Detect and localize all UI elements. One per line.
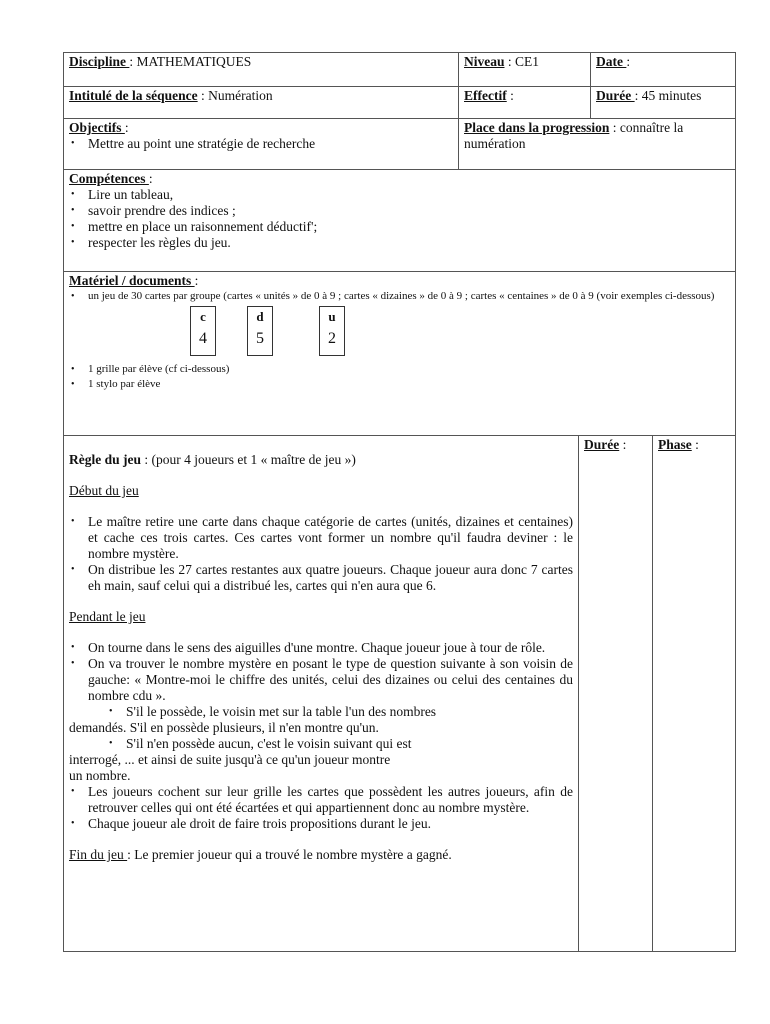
row-regle — [64, 436, 735, 951]
competences-cell — [64, 170, 735, 271]
pendant-list-2 — [69, 784, 573, 832]
duree-value: : 45 minutes — [634, 88, 702, 103]
sub-item-2-end: un nombre. — [69, 768, 131, 783]
duree-col-colon: : — [619, 437, 627, 452]
competence-item: • mettre en place un raisonnement déductif'; — [69, 219, 730, 235]
card-dizaines — [247, 306, 273, 356]
sequence-label: Intitulé de la séquence — [69, 88, 198, 103]
card-unites — [319, 306, 345, 356]
row-sequence — [64, 87, 735, 119]
objectifs-label: Objectifs — [69, 120, 125, 135]
row-objectifs — [64, 119, 735, 170]
lesson-plan-table — [63, 52, 736, 952]
materiel-colon: : — [194, 273, 199, 288]
pendant-item: • On va trouver le nombre mystère en posant le type de question suivante à son voisin de gauche: « Montre-moi le chiffre des unités, celui des dizaines ou celui des centaines du nombre cdu ». — [69, 656, 573, 704]
date-value: : — [626, 54, 631, 69]
discipline-label: Discipline — [69, 54, 130, 69]
niveau-value: : CE1 — [504, 54, 540, 69]
materiel-item-cards: • un jeu de 30 cartes par groupe (cartes « unités » de 0 à 9 ; cartes « dizaines » de 0 à 9 ; cartes « centaines » de 0 à 9 (voir exemples ci-dessous) — [69, 289, 730, 304]
duree-label: Durée — [596, 88, 635, 103]
materiel-list-2 — [69, 362, 730, 392]
sequence-cell — [64, 87, 458, 118]
materiel-label: Matériel / documents — [69, 273, 195, 288]
date-label: Date — [596, 54, 627, 69]
objectifs-list — [69, 136, 453, 152]
fin-label: Fin du jeu — [69, 847, 128, 862]
date-cell — [590, 53, 735, 86]
pendant-item: • Les joueurs cochent sur leur grille les cartes que possèdent les autres joueurs, afin de retrouver celles qui ont été écartées et qui appartiennent donc au nombre mystère. — [69, 784, 573, 816]
niveau-label: Niveau — [464, 54, 505, 69]
debut-heading: Début du jeu — [69, 483, 139, 498]
card-number: 2 — [328, 330, 336, 347]
competence-item: • Lire un tableau, — [69, 187, 730, 203]
fin-text: : Le premier joueur qui a trouvé le nombre mystère a gagné. — [127, 847, 452, 862]
competences-colon: : — [148, 171, 153, 186]
card-number: 4 — [199, 330, 207, 347]
effectif-cell — [458, 87, 590, 118]
materiel-list — [69, 289, 730, 304]
row-competences — [64, 170, 735, 272]
progression-cell — [458, 119, 735, 169]
pendant-list — [69, 640, 573, 704]
debut-item: • On distribue les 27 cartes restantes aux quatre joueurs. Chaque joueur aura donc 7 cartes eh main, sauf celui qui a distribué les, cartes qui n'en aura que 6. — [69, 562, 573, 594]
pendant-item: • Chaque joueur ale droit de faire trois propositions durant le jeu. — [69, 816, 573, 832]
sub-item-1: • S'il le possède, le voisin met sur la table l'un des nombres — [109, 704, 437, 719]
competence-item: • respecter les règles du jeu. — [69, 235, 730, 251]
effectif-value: : — [506, 88, 514, 103]
card-letter: c — [200, 309, 206, 324]
competence-item: • savoir prendre des indices ; — [69, 203, 730, 219]
example-cards — [69, 304, 730, 362]
card-centaines — [190, 306, 216, 356]
debut-list — [69, 514, 573, 594]
duree-col-label: Durée — [584, 437, 620, 452]
competences-list — [69, 187, 730, 251]
objectif-item: • Mettre au point une stratégie de recherche — [69, 136, 453, 152]
progression-label: Place dans la progression — [464, 120, 610, 135]
competences-label: Compétences — [69, 171, 149, 186]
regle-cell — [64, 436, 578, 951]
fin-du-jeu — [69, 847, 573, 863]
niveau-cell — [458, 53, 590, 86]
sequence-value: : Numération — [197, 88, 273, 103]
phase-col-label: Phase — [658, 437, 692, 452]
pendant-item: • On tourne dans le sens des aiguilles d'une montre. Chaque joueur joue à tour de rôle. — [69, 640, 573, 656]
row-materiel — [64, 272, 735, 436]
duree-column — [578, 436, 652, 951]
pendant-heading: Pendant le jeu — [69, 609, 146, 624]
sub-item-1-cont: demandés. S'il en possède plusieurs, il n'en montre qu'un. — [69, 720, 379, 735]
row-discipline — [64, 53, 735, 87]
phase-col-colon: : — [691, 437, 699, 452]
sub-item-2: • S'il n'en possède aucun, c'est le voisin suivant qui est — [109, 736, 412, 751]
objectifs-colon: : — [124, 120, 129, 135]
phase-column — [652, 436, 735, 951]
regle-title: Règle du jeu — [69, 452, 141, 467]
materiel-cell — [64, 272, 735, 435]
discipline-cell — [64, 53, 458, 86]
effectif-label: Effectif — [464, 88, 507, 103]
card-letter: u — [328, 309, 336, 324]
materiel-item-stylo: • 1 stylo par élève — [69, 377, 730, 392]
debut-item: • Le maître retire une carte dans chaque catégorie de cartes (unités, dizaines et centaines) et cache ces trois cartes. Ces cartes vont former un nombre qu'il faudra deviner : le nombre mystère. — [69, 514, 573, 562]
discipline-value: : MATHEMATIQUES — [129, 54, 252, 69]
sub-item-2-cont: interrogé, ... et ainsi de suite jusqu'à ce qu'un joueur montre — [69, 752, 391, 767]
progression-value: : connaître la numération — [464, 120, 684, 151]
card-letter: d — [256, 309, 264, 324]
card-number: 5 — [256, 330, 264, 347]
materiel-item-grille: • 1 grille par élève (cf ci-dessous) — [69, 362, 730, 377]
duree-cell — [590, 87, 735, 118]
objectifs-cell — [64, 119, 458, 169]
regle-title-rest: : (pour 4 joueurs et 1 « maître de jeu ») — [141, 452, 356, 467]
